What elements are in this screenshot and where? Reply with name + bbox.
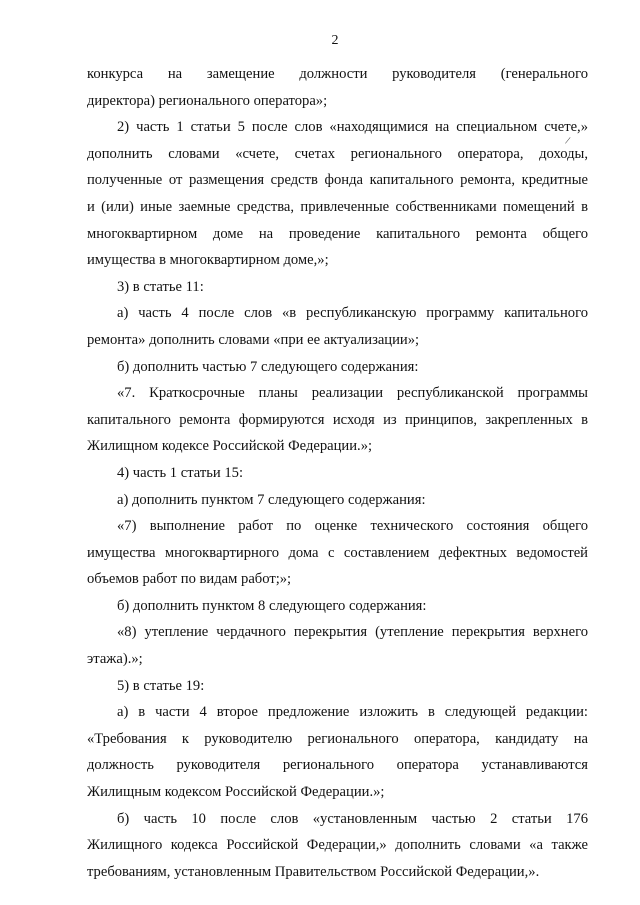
text-line: «Требования к руководителю регионального оператора, кандидату на xyxy=(87,730,588,747)
text-line: ремонта» дополнить словами «при ее актуализации»; xyxy=(87,331,420,348)
text-line: Жилищным кодексом Российской Федерации.»; xyxy=(87,784,385,801)
text-line: «7) выполнение работ по оценке технического состояния общего xyxy=(117,518,588,535)
text-line: а) в части 4 второе предложение изложить в следующей редакции: xyxy=(117,704,588,721)
text-line: 2) часть 1 статьи 5 после слов «находящимися на специальном счете,» xyxy=(117,119,588,136)
text-line: этажа).»; xyxy=(87,651,143,668)
text-line: 4) часть 1 статьи 15: xyxy=(117,464,243,481)
text-line: полученные от размещения средств фонда капитального ремонта, кредитные xyxy=(87,172,588,189)
text-line: дополнить словами «счете, счетах регионального оператора, доходы, xyxy=(87,145,588,162)
text-line: имущества многоквартирного дома с составлением дефектных ведомостей xyxy=(87,544,588,561)
text-line: б) дополнить частью 7 следующего содержания: xyxy=(117,358,419,375)
text-line: объемов работ по видам работ;»; xyxy=(87,571,292,588)
text-line: б) часть 10 после слов «установленным частью 2 статьи 176 xyxy=(117,810,588,827)
text-line: «8) утепление чердачного перекрытия (утепление перекрытия верхнего xyxy=(117,624,588,641)
text-line: многоквартирном доме на проведение капитального ремонта общего xyxy=(87,225,588,242)
text-line: требованиям, установленным Правительством Российской Федерации,». xyxy=(87,863,540,880)
text-line: Жилищного кодекса Российской Федерации,» дополнить словами «а также xyxy=(87,837,588,854)
text-line: Жилищном кодексе Российской Федерации.»; xyxy=(87,438,373,455)
text-line: конкурса на замещение должности руководителя (генерального xyxy=(87,66,588,82)
text-line: должность руководителя регионального оператора устанавливаются xyxy=(87,757,588,774)
text-line: «7. Краткосрочные планы реализации республиканской программы xyxy=(117,385,588,402)
text-line: 3) в статье 11: xyxy=(117,278,204,295)
text-line: и (или) иные заемные средства, привлеченные собственниками помещений в xyxy=(87,198,588,215)
text-line: б) дополнить пунктом 8 следующего содержания: xyxy=(117,597,427,614)
text-line: капитального ремонта формируются исходя из принципов, закрепленных в xyxy=(87,411,588,428)
text-line: имущества в многоквартирном доме,»; xyxy=(87,252,329,269)
text-line: а) часть 4 после слов «в республиканскую программу капитального xyxy=(117,305,588,322)
text-line: директора) регионального оператора»; xyxy=(87,92,328,109)
page-number: 2 xyxy=(331,33,339,48)
text-line: а) дополнить пунктом 7 следующего содержания: xyxy=(117,491,426,508)
document-body xyxy=(87,61,588,885)
text-line: 5) в статье 19: xyxy=(117,677,205,694)
pen-mark: / xyxy=(564,134,572,148)
